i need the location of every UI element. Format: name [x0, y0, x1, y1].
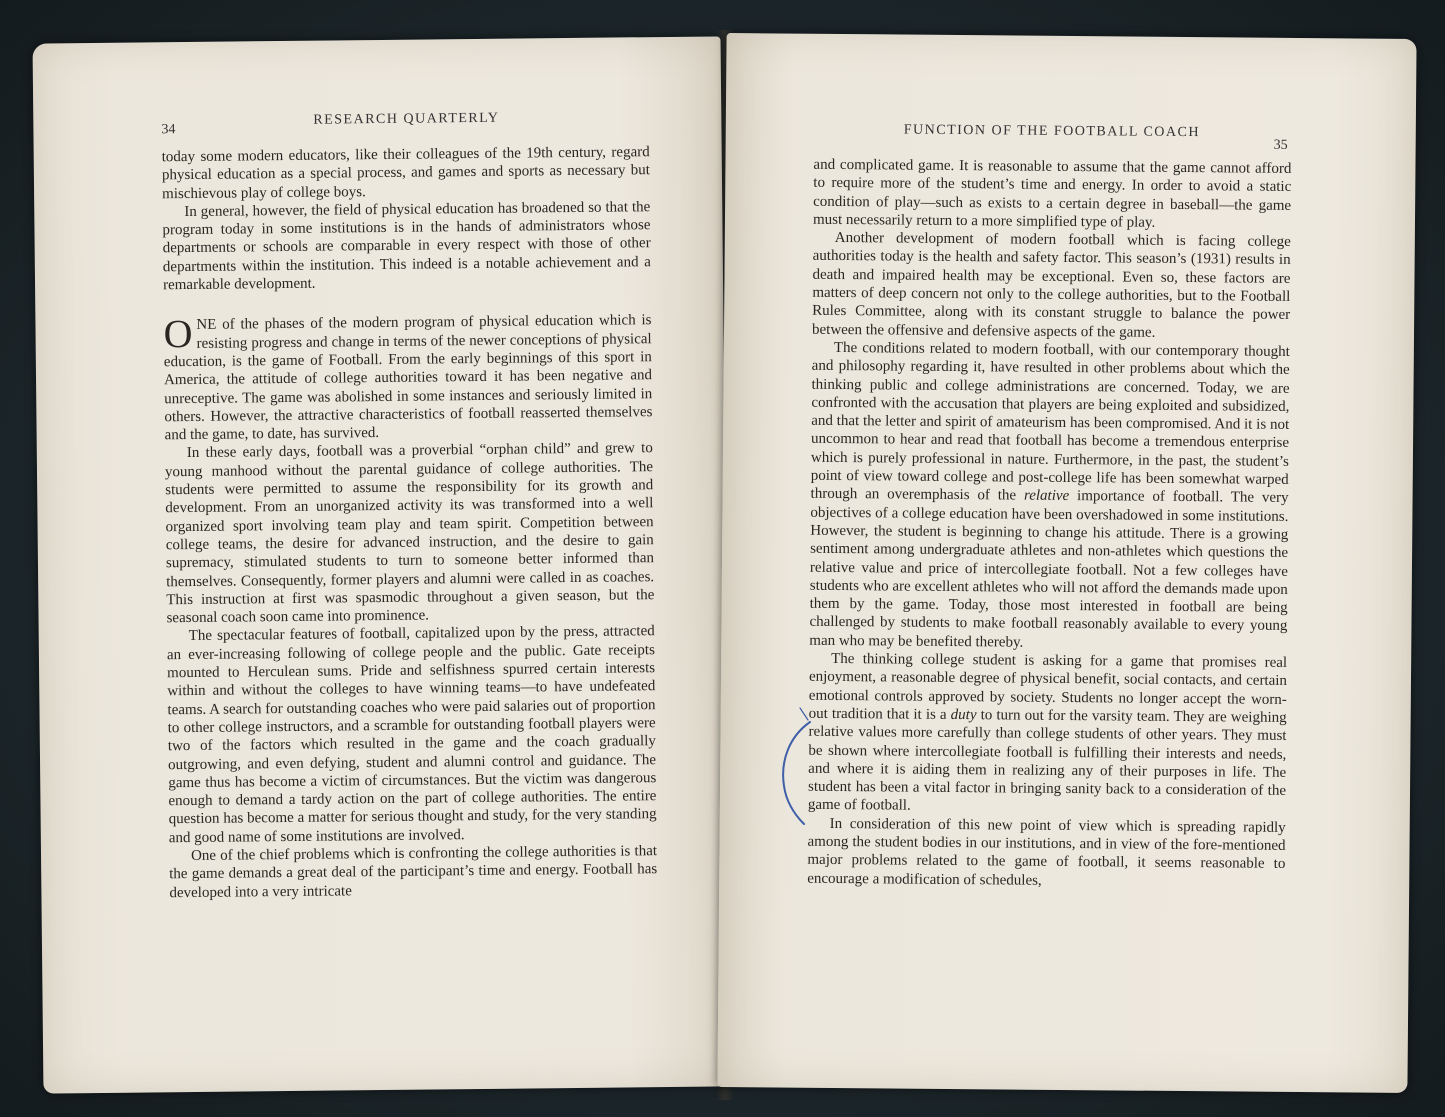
- italic-word: relative: [1023, 487, 1070, 505]
- left-page-body: [162, 143, 658, 902]
- drop-cap: O: [163, 311, 193, 357]
- section-opening-paragraph: [163, 312, 652, 445]
- paragraph: [808, 650, 1287, 819]
- paragraph: [809, 339, 1290, 654]
- italic-word: duty: [950, 706, 977, 724]
- text-run: The conditions related to modern football, with our contemporary thought and philosophy regarding it, have resulted in other problems about which the thinking public and college administrations are concerned. Today, we are confronted with the accusation that players are being exploited and subsidized, and that the letter and spirit of amateurism has been compromised. And it is not uncommon to hear and read that football has become a tremendous enterprise which is purely professional in nature. Furthermore, in the past, the student’s point of view toward college and post-college life has been somewhat warped through an overemphasis of the: [810, 339, 1290, 504]
- paragraph: In general, however, the field of physical education has broadened so that the program today in some institutions is in the hands of administrators whose departments or schools are comparable in every respect with those of other departments within the institution. This indeed is a notable achievement and a remarkable development.: [162, 199, 651, 294]
- text-run: The thinking college student is asking for a game that promises real enjoyment, a reasonable degree of physical benefit, social contacts, and certain emotional controls approved by society. Students no longer accept the worn-out tradition that it is a: [808, 650, 1288, 723]
- paragraph: One of the chief problems which is confronting the college authorities is that the game demands a great deal of the participant’s time and energy. Football has developed into a very intricate: [169, 843, 658, 901]
- left-page-number: 34: [161, 122, 176, 138]
- right-page: [717, 33, 1416, 1093]
- left-running-head: RESEARCH QUARTERLY: [313, 110, 500, 128]
- left-page: [33, 36, 732, 1093]
- paragraph: In consideration of this new point of view which is spreading rapidly among the student bodies in our institutions, and in view of the fore-mentioned major problems related to the game of football, it seems reasonable to encourage a modification of schedules,: [807, 815, 1286, 889]
- paragraph: In these early days, football was a proverbial “orphan child” and grew to young manhood without the parental guidance of college authorities. The students were permitted to assume the responsibility for its growth and development. From an unorganized activity its was transformed into a well organized sport involving team play and team spirit. Competition between college teams, the desire for advanced instruction, and the desire to gain supremacy, stimulated students to turn to someone better informed than themselves. Consequently, former players and alumni were called in as coaches. This instruction at first was spasmodic throughout a given season, but the seasonal coach soon came into prominence.: [164, 440, 655, 627]
- right-page-body: [807, 156, 1291, 892]
- lead-caps: NE: [196, 317, 217, 334]
- text-run: importance of football. The very objectives of a college education have been overshadowed in some institutions. However, the student is beginning to change his attitude. There is a growing sentiment among undergraduate athletes and non-athletes which questions the relative value and price of intercollegiate football. Not a few colleges have students who are excellent athletes who will not afford the demands made upon them by the game. Today, those most interested in football are being challenged by students to make football reasonably available to every young man who may be benefited thereby.: [809, 488, 1289, 651]
- paragraph: today some modern educators, like their colleagues of the 19th century, regard physical education as a special process, and games and sports as necessary but mischievous play of college boys.: [161, 144, 650, 202]
- paragraph: The spectacular features of football, capitalized upon by the press, attracted an ever-increasing following of college people and the public. Gate receipts mounted to Herculean sums. Pride and selfishness spurred certain interests within and without the colleges to have winning teams—to have undefeated teams. A search for outstanding coaches who were paid salaries out of proportion to other college instructors, and a scramble for outstanding football players were two of the factors which resulted in the game and the coach gradually outgrowing, and even defying, student and alumni control and guidance. The game thus has become a victim of circumstances. But the victim was dangerous enough to demand a tardy action on the part of college authorities. The entire question has become a matter for serious thought and study, for the very standing and good name of some institutions are involved.: [166, 623, 657, 846]
- text-run: to turn out for the varsity team. They are weighing relative values more carefully than college students of other years. They must be shown where intercollegiate football is fulfilling their interests and needs, and where it is aiding them in realizing any of their purposes in life. The student has been a vital factor in bringing sanity back to a consideration of the game of football.: [807, 707, 1287, 815]
- paragraph: Another development of modern football which is facing college authorities today is the health and safety factor. This season’s (1931) results in death and impaired health may be exceptional. Even so, these factors are matters of deep concern not only to the college authorities, but to the Football Rules Committee, along with its constant struggle to balance the power between the offensive and defensive aspects of the game.: [811, 230, 1291, 341]
- section-opening-text: of the phases of the modern program of physical education which is resisting progress and change in terms of the newer conceptions of physical education, is the game of Football. From the early beginnings of this sport in America, the attitude of college authorities toward it has been negative and unreceptive. The game was abolished in some instances and seriously limited in others. However, the attractive characteristics of football reasserted themselves and the game, to date, has survived.: [163, 312, 653, 444]
- pen-bracket-mark: [770, 700, 820, 840]
- right-running-head: FUNCTION OF THE FOOTBALL COACH: [903, 122, 1201, 141]
- right-page-number: 35: [1273, 137, 1288, 153]
- paragraph: and complicated game. It is reasonable to assume that the game cannot afford to require more of the student’s time and energy. In order to avoid a static condition of play—such as exists to a certain degree in baseball—the game must necessarily return to a more simplified type of play.: [812, 156, 1292, 231]
